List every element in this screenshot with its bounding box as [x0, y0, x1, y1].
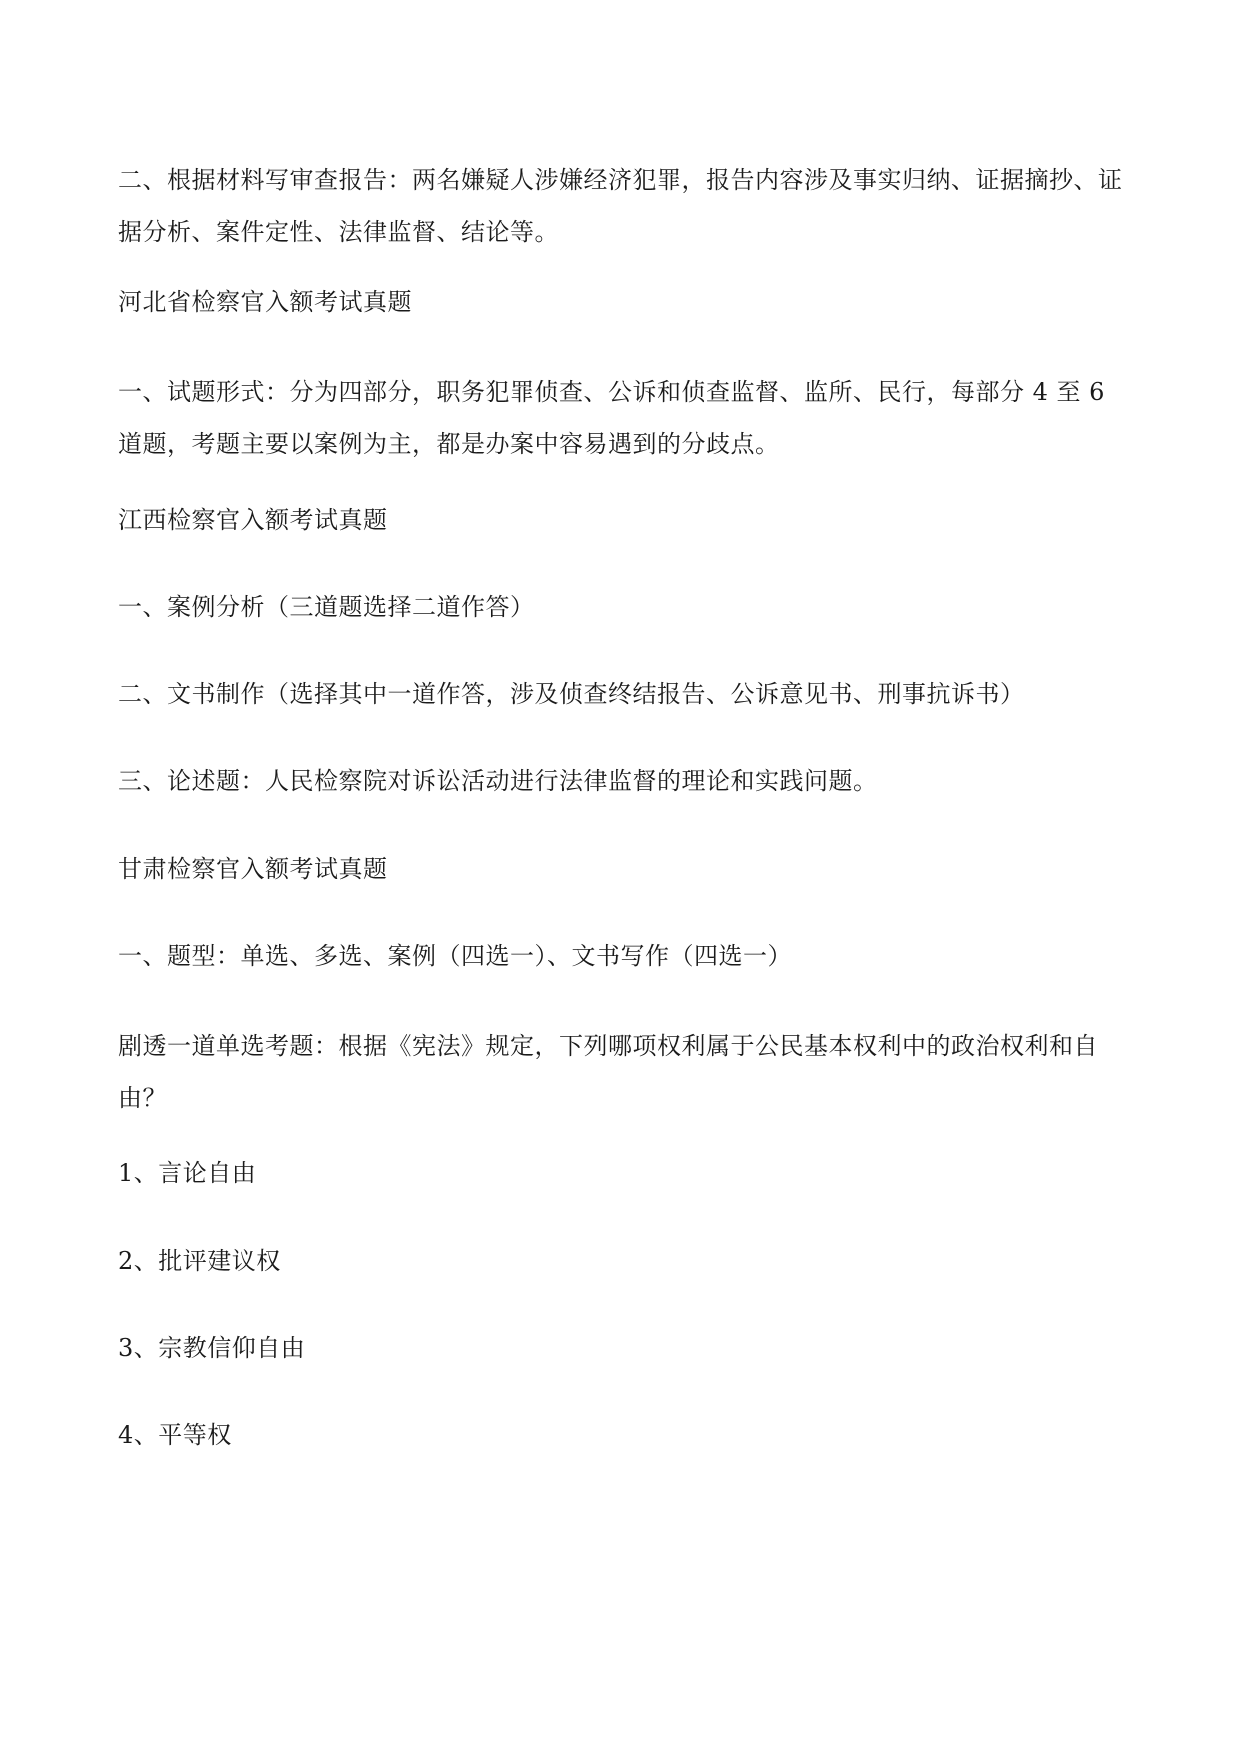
heading-hebei-exam: 河北省检察官入额考试真题: [118, 288, 412, 316]
list-item-option-2: 2、批评建议权: [118, 1247, 281, 1275]
paragraph-document-writing: 二、文书制作（选择其中一道作答，涉及侦查终结报告、公诉意见书、刑事抗诉书）: [118, 680, 1025, 708]
heading-gansu-exam: 甘肃检察官入额考试真题: [118, 855, 388, 883]
paragraph-sample-question: 剧透一道单选考题：根据《宪法》规定，下列哪项权利属于公民基本权利中的政治权利和自由？: [118, 1032, 1098, 1112]
paragraph-question-types: 一、题型：单选、多选、案例（四选一）、文书写作（四选一）: [118, 942, 792, 970]
paragraph-case-analysis: 一、案例分析（三道题选择二道作答）: [118, 593, 535, 621]
list-item-option-3: 3、宗教信仰自由: [118, 1334, 306, 1362]
paragraph-hebei-format: 一、试题形式：分为四部分，职务犯罪侦查、公诉和侦查监督、监所、民行，每部分 4 至 6 道题，考题主要以案例为主，都是办案中容易遇到的分歧点。: [118, 378, 1105, 458]
list-item-option-1: 1、言论自由: [118, 1159, 257, 1187]
paragraph-essay-question: 三、论述题：人民检察院对诉讼活动进行法律监督的理论和实践问题。: [118, 767, 878, 795]
heading-jiangxi-exam: 江西检察官入额考试真题: [118, 506, 388, 534]
paragraph-review-report: 二、根据材料写审查报告：两名嫌疑人涉嫌经济犯罪，报告内容涉及事实归纳、证据摘抄、证据分析、案件定性、法律监督、结论等。: [118, 166, 1123, 246]
list-item-option-4: 4、平等权: [118, 1421, 232, 1449]
